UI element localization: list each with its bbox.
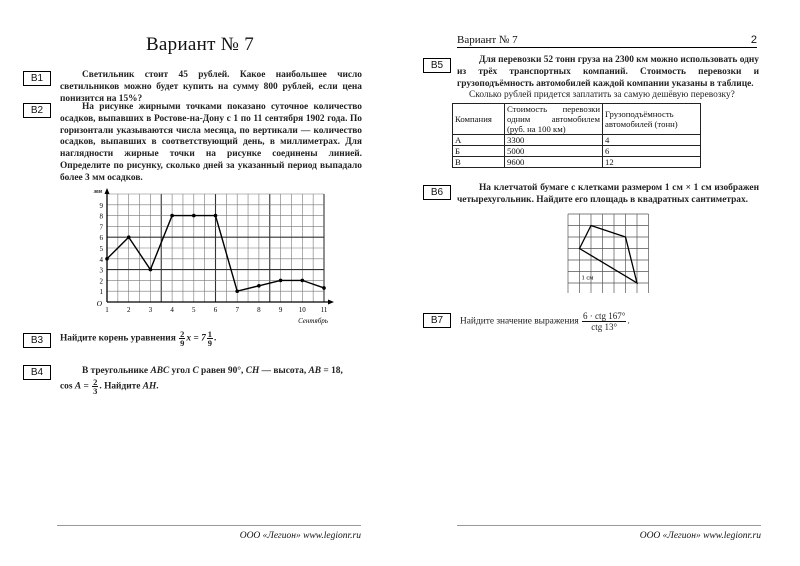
math-eq: = xyxy=(83,381,89,392)
text: . Найдите xyxy=(99,381,141,392)
table-cell: А xyxy=(453,135,505,146)
page-number: 2 xyxy=(750,34,757,46)
svg-text:1 см: 1 см xyxy=(581,274,594,282)
svg-text:8: 8 xyxy=(257,306,261,314)
footer-text: ООО «Легион» www.legionr.ru xyxy=(639,531,761,541)
period: . xyxy=(214,333,217,344)
table-row xyxy=(453,146,701,157)
svg-text:1: 1 xyxy=(99,288,103,297)
denominator: ctg 13° xyxy=(591,322,618,332)
math-ch: CH xyxy=(245,366,260,376)
svg-text:5: 5 xyxy=(99,245,103,253)
text: — высота, xyxy=(261,366,307,376)
text: = 18, xyxy=(323,366,343,376)
numerator: 6 · ctg 167° xyxy=(583,311,626,321)
problem-b1-body: Светильник стоит 45 рублей. Какое наибольшее число светильников можно будет купить на сумму 800 рублей, если цена понизится на 15%? xyxy=(60,70,362,104)
svg-text:7: 7 xyxy=(235,306,239,314)
problem-tag-b7: B7 xyxy=(423,313,451,328)
text: В треугольнике xyxy=(82,366,149,376)
problem-b5-text xyxy=(457,55,759,90)
svg-text:5: 5 xyxy=(192,306,196,314)
period: . xyxy=(627,316,630,327)
table-row xyxy=(453,135,701,146)
problem-b2-body: На рисунке жирными точками показано суточное количество осадков, выпавших в Ростове-на-Дону с 1 по 11 сентября 1902 года. По горизонтали указываются числа месяца, по вертикали — количество осадков, выпавших в соответствующий день, в миллиметрах. Для наглядности жирные точки на рисунке соединены линией. Определите по рисунку, сколько дней за указанный период выпадало более 3 мм осадков. xyxy=(60,102,362,183)
svg-text:Сентябрь: Сентябрь xyxy=(298,317,328,325)
svg-text:6: 6 xyxy=(99,234,103,243)
problem-b3-text xyxy=(60,330,362,347)
footer-text: ООО «Легион» www.legionr.ru xyxy=(239,531,361,541)
table-cell: В xyxy=(453,157,505,168)
running-head-title: Вариант № 7 xyxy=(457,34,518,46)
problem-b1-text xyxy=(60,70,362,105)
svg-text:10: 10 xyxy=(298,306,306,314)
fraction xyxy=(179,330,185,347)
period: . xyxy=(156,381,159,392)
equation-middle: x = 7 xyxy=(186,333,206,344)
table-cell: Б xyxy=(453,146,505,157)
table-cell: 12 xyxy=(603,157,701,168)
table-cell: 5000 xyxy=(505,146,603,157)
question-text: Сколько рублей придется заплатить за самую дешёвую перевозку? xyxy=(469,90,735,100)
footer-rule xyxy=(457,525,761,526)
math-cos: cos xyxy=(60,381,73,392)
footer-rule xyxy=(57,525,361,526)
svg-text:7: 7 xyxy=(99,223,103,232)
table-cell: 3300 xyxy=(505,135,603,146)
problem-b3-label: Найдите корень уравнения xyxy=(60,333,176,344)
problem-b7-text xyxy=(460,311,760,332)
table-cell: 4 xyxy=(603,135,701,146)
problem-b4-text xyxy=(60,364,362,395)
svg-text:11: 11 xyxy=(320,306,328,314)
problem-tag-b1: B1 xyxy=(23,71,51,86)
svg-text:8: 8 xyxy=(99,212,103,221)
svg-text:1: 1 xyxy=(105,306,109,314)
problem-b2-text xyxy=(60,102,362,185)
denominator: 3 xyxy=(93,386,98,396)
table-header: Компания xyxy=(453,104,505,135)
running-head xyxy=(457,34,757,48)
svg-text:4: 4 xyxy=(170,306,174,314)
fraction xyxy=(582,311,626,332)
fraction xyxy=(92,378,98,395)
problem-b6-text xyxy=(457,183,759,207)
problem-tag-b4: B4 xyxy=(23,365,51,380)
svg-text:2: 2 xyxy=(99,277,103,286)
table-row xyxy=(453,157,701,168)
problem-tag-b6: B6 xyxy=(423,185,451,200)
precipitation-chart xyxy=(88,186,338,336)
math-ah: AH xyxy=(142,381,157,392)
table-header: Грузоподъёмность автомобилей (тонн) xyxy=(603,104,701,135)
svg-text:9: 9 xyxy=(278,306,283,314)
math-abc: ABC xyxy=(150,366,170,376)
numerator: 2 xyxy=(93,377,98,387)
quadrilateral-figure xyxy=(562,213,660,293)
denominator: 9 xyxy=(180,338,185,348)
question-text: Найдите значение выражения xyxy=(460,316,579,327)
denominator: 9 xyxy=(207,338,213,348)
svg-text:2: 2 xyxy=(126,306,131,314)
problem-tag-b3: B3 xyxy=(23,333,51,348)
table-header-row xyxy=(453,104,701,135)
numerator: 2 xyxy=(180,329,185,339)
table-header: Стоимость перевозки одним автомобилем (руб. на 100 км) xyxy=(505,104,603,135)
page-title: Вариант № 7 xyxy=(145,34,255,55)
svg-text:мм: мм xyxy=(93,189,102,195)
text: равен 90°, xyxy=(201,366,244,376)
problem-b5-body: Для перевозки 52 тонн груза на 2300 км можно использовать одну из трёх транспортных компаний. Стоимость перевозки и грузоподъёмность автомобилей каждой компании указаны в таблице. xyxy=(457,55,759,89)
problem-b6-body: На клетчатой бумаге с клетками размером 1 см × 1 см изображен четырехугольник. Найдите его площадь в квадратных сантиметрах. xyxy=(457,183,759,205)
svg-text:O: O xyxy=(96,299,102,308)
text: угол xyxy=(171,366,191,376)
problem-b5-question xyxy=(457,90,759,102)
numerator: 1 xyxy=(207,329,213,339)
svg-text:3: 3 xyxy=(148,306,153,314)
math-c: C xyxy=(192,366,199,376)
svg-text:3: 3 xyxy=(99,266,103,275)
problem-tag-b2: B2 xyxy=(23,103,51,118)
svg-text:4: 4 xyxy=(99,255,103,264)
problem-tag-b5: B5 xyxy=(423,58,451,73)
table-cell: 9600 xyxy=(505,157,603,168)
svg-text:6: 6 xyxy=(213,306,218,314)
table-cell: 6 xyxy=(603,146,701,157)
svg-text:9: 9 xyxy=(99,201,103,210)
fraction xyxy=(207,330,213,347)
math-ab: AB xyxy=(308,366,322,376)
math-a: A xyxy=(74,381,82,392)
transport-table xyxy=(452,103,701,168)
